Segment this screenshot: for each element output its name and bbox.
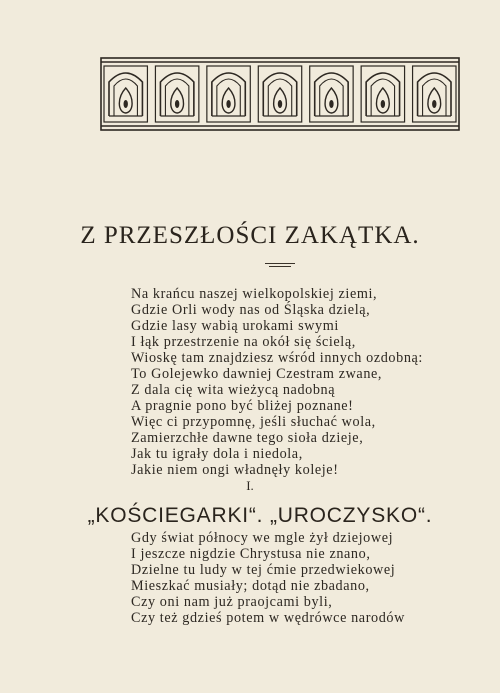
section-number: I. [246,478,254,493]
title-rule-short [269,266,291,267]
poem-line: Czy oni nam już praojcami byli, [131,594,333,610]
ornament-tile [258,66,301,122]
poem-line: Z dala cię wita wieżycą nadobną [131,382,336,398]
ornament-tile [207,66,250,122]
poem-line: Jak tu igrały dola i niedola, [131,446,303,462]
section-title: „KOŚCIEGARKI“. „UROCZYSKO“. [87,504,433,527]
chapter-title: Z PRZESZŁOŚCI ZAKĄTKA. [80,222,420,249]
poem-line: I jeszcze nigdzie Chrystusa nie znano, [131,546,371,562]
poem-line: To Golejewko dawniej Czestram zwane, [131,366,383,382]
poem-line: Dzielne tu ludy w tej ćmie przedwiekowej [131,562,396,578]
poem-line: I łąk przestrzenie na okół się ścielą, [131,334,356,350]
poem-line: Więc ci przypomnę, jeśli słuchać wola, [131,414,376,430]
ornament-tile [104,66,147,122]
poem-line: Gdy świat północy we mgle żył dziejowej [131,530,394,546]
poem-line: Czy też gdzieś potem w wędrówce narodów [131,610,405,626]
poem-line: A pragnie pono być bliżej poznane! [131,398,354,414]
poem-line: Gdzie Orli wody nas od Śląska dzielą, [131,302,371,318]
ornament-tile [155,66,198,122]
poem-line: Zamierzchłe dawne tego sioła dzieje, [131,430,364,446]
poem-line: Jakie niem ongi władnęły koleje! [131,462,339,478]
art-nouveau-ornament-frieze [100,56,460,132]
poem-line: Na krańcu naszej wielkopolskiej ziemi, [131,286,378,302]
poem-line: Gdzie lasy wabią urokami swymi [131,318,339,334]
ornament-tile [310,66,353,122]
ornament-tile [361,66,404,122]
poem-line: Wioskę tam znajdziesz wśród innych ozdobną: [131,350,423,366]
ornament-tile [413,66,456,122]
poem-line: Mieszkać musiały; dotąd nie zbadano, [131,578,370,594]
title-rule [265,263,295,264]
